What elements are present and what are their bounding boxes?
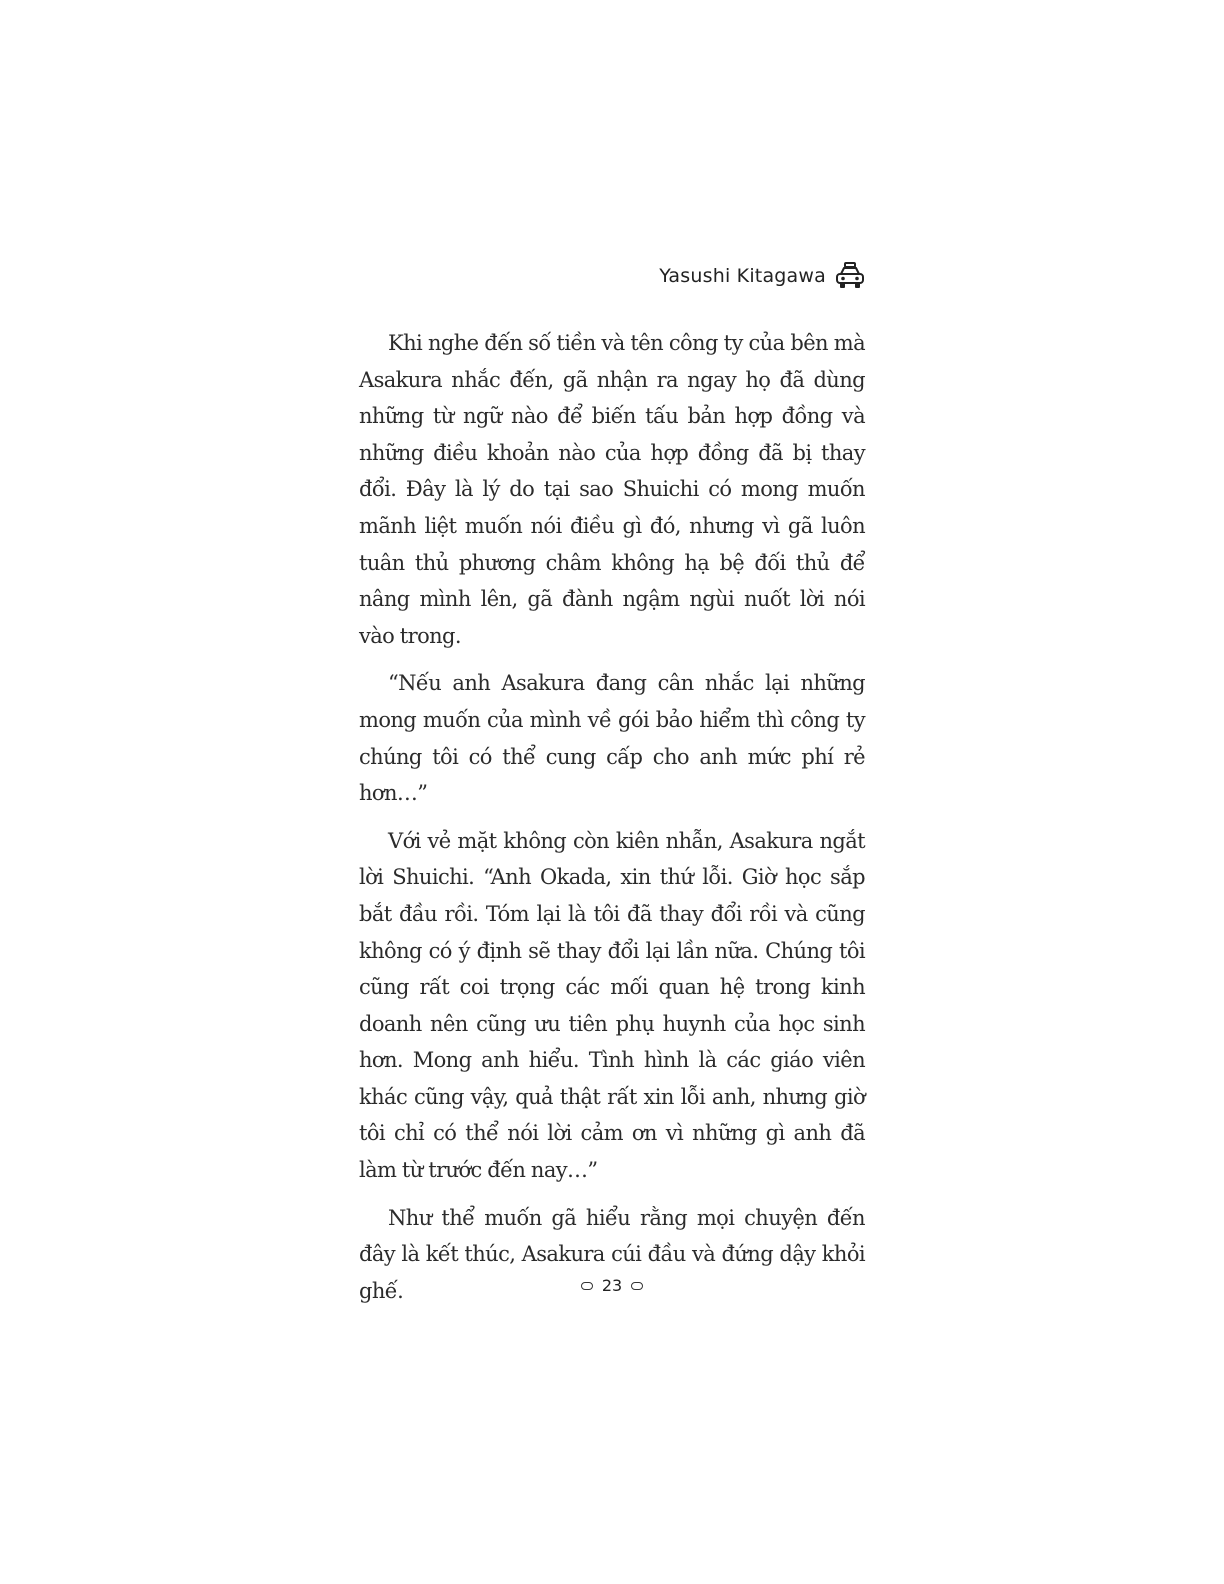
running-header (560, 262, 866, 290)
paragraph: Với vẻ mặt không còn kiên nhẫn, Asakura ngắt lời Shuichi. “Anh Okada, xin thứ lỗi. Giờ học sắp bắt đầu rồi. Tóm lại là tôi đã thay đổi rồi và cũng không có ý định sẽ thay đổi lại lần nữa. Chúng tôi cũng rất coi trọng các mối quan hệ trong kinh doanh nên cũng ưu tiên phụ huynh của học sinh hơn. Mong anh hiểu. Tình hình là các giáo viên khác cũng vậy, quả thật rất xin lỗi anh, nhưng giờ tôi chỉ có thể nói lời cảm ơn vì những gì anh đã làm từ trước đến nay…” (359, 828, 865, 1183)
page-number: 23 (601, 1276, 623, 1295)
header-author: Yasushi Kitagawa (659, 265, 826, 287)
pill-ornament-icon (631, 1282, 643, 1290)
taxi-icon (834, 262, 866, 290)
paragraph: Khi nghe đến số tiền và tên công ty của bên mà Asakura nhắc đến, gã nhận ra ngay họ đã dùng những từ ngữ nào để biến tấu bản hợp đồng và những điều khoản nào của hợp đồng đã bị thay đổi. Đây là lý do tại sao Shuichi có mong muốn mãnh liệt muốn nói điều gì đó, nhưng vì gã luôn tuân thủ phương châm không hạ bệ đối thủ để nâng mình lên, gã đành ngậm ngùi nuốt lời nói vào trong. (359, 331, 865, 648)
chapter-body (359, 325, 865, 1320)
pill-ornament-icon (581, 1282, 593, 1290)
page-footer (512, 1276, 712, 1295)
paragraph: “Nếu anh Asakura đang cân nhắc lại những mong muốn của mình về gói bảo hiểm thì công ty chúng tôi có thể cung cấp cho anh mức phí rẻ hơn…” (359, 671, 865, 806)
paragraph: Như thể muốn gã hiểu rằng mọi chuyện đến đây là kết thúc, Asakura cúi đầu và đứng dậy khỏi ghế. (359, 1205, 865, 1303)
